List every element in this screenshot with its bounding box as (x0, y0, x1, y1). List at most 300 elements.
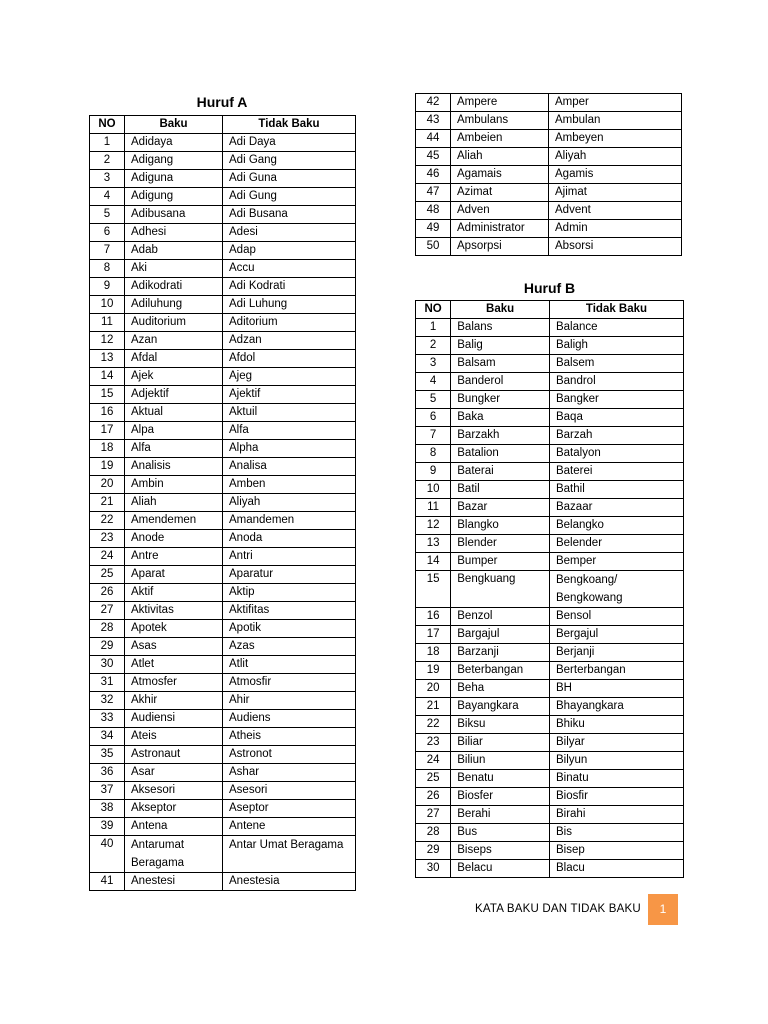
tidak-baku-word: Berterbangan (549, 662, 683, 680)
baku-word: Biseps (451, 842, 550, 860)
row-number: 28 (416, 824, 451, 842)
header-no: NO (90, 116, 125, 134)
tidak-baku-word: Bilyar (549, 734, 683, 752)
baku-word: Aki (125, 260, 223, 278)
table-row (416, 553, 684, 571)
tidak-baku-word: Antri (223, 548, 356, 566)
tidak-baku-word: Ambeyen (549, 130, 682, 148)
row-number: 24 (90, 548, 125, 566)
table-row (90, 458, 356, 476)
row-number: 37 (90, 782, 125, 800)
baku-word: Administrator (451, 220, 549, 238)
table-row (416, 571, 684, 608)
row-number: 32 (90, 692, 125, 710)
baku-word: Blender (451, 535, 550, 553)
table-row (90, 296, 356, 314)
tidak-baku-word: Aktuil (223, 404, 356, 422)
baku-word: Biksu (451, 716, 550, 734)
baku-word: Analisis (125, 458, 223, 476)
tidak-baku-word: Amben (223, 476, 356, 494)
tidak-baku-word: Analisa (223, 458, 356, 476)
table-row (90, 548, 356, 566)
row-number: 50 (416, 238, 451, 256)
baku-word: Ajek (125, 368, 223, 386)
row-number: 15 (90, 386, 125, 404)
tidak-baku-word: Aseptor (223, 800, 356, 818)
table-row (416, 716, 684, 734)
baku-word: Antarumat Beragama (125, 836, 223, 873)
row-number: 2 (416, 337, 451, 355)
table-row (90, 476, 356, 494)
row-number: 1 (416, 319, 451, 337)
table-row (416, 608, 684, 626)
row-number: 18 (90, 440, 125, 458)
table-row (416, 220, 682, 238)
tidak-baku-word: Aliyah (223, 494, 356, 512)
table-row (90, 224, 356, 242)
tidak-baku-word: Admin (549, 220, 682, 238)
table-row (416, 94, 682, 112)
table-row (416, 184, 682, 202)
tidak-baku-word: Agamis (549, 166, 682, 184)
row-number: 22 (416, 716, 451, 734)
row-number: 30 (90, 656, 125, 674)
baku-word: Beha (451, 680, 550, 698)
row-number: 5 (90, 206, 125, 224)
tidak-baku-word: Amper (549, 94, 682, 112)
baku-word: Ambulans (451, 112, 549, 130)
table-row (90, 242, 356, 260)
baku-word: Alpa (125, 422, 223, 440)
row-number: 29 (90, 638, 125, 656)
tidak-baku-word: Bangker (549, 391, 683, 409)
table-row (416, 337, 684, 355)
baku-word: Aktual (125, 404, 223, 422)
table-row (416, 373, 684, 391)
tidak-baku-word: Antar Umat Beragama (223, 836, 356, 873)
tidak-baku-word: Bhiku (549, 716, 683, 734)
huruf-a-title: Huruf A (196, 94, 248, 110)
baku-word: Benzol (451, 608, 550, 626)
tidak-baku-word: Batalyon (549, 445, 683, 463)
table-row (416, 860, 684, 878)
tidak-baku-word: Balance (549, 319, 683, 337)
tidak-baku-word: Bilyun (549, 752, 683, 770)
table-row (90, 692, 356, 710)
huruf-b-title: Huruf B (523, 280, 576, 296)
table-row (416, 842, 684, 860)
table-row (90, 188, 356, 206)
row-number: 15 (416, 571, 451, 608)
row-number: 18 (416, 644, 451, 662)
table-row (90, 278, 356, 296)
tidak-baku-word: Birahi (549, 806, 683, 824)
tidak-baku-word: Ahir (223, 692, 356, 710)
row-number: 26 (90, 584, 125, 602)
row-number: 25 (416, 770, 451, 788)
tidak-baku-word: Baterei (549, 463, 683, 481)
table-row (90, 836, 356, 873)
table-row (90, 584, 356, 602)
baku-word: Adikodrati (125, 278, 223, 296)
row-number: 35 (90, 746, 125, 764)
row-number: 19 (90, 458, 125, 476)
row-number: 27 (416, 806, 451, 824)
table-row (90, 530, 356, 548)
baku-word: Asar (125, 764, 223, 782)
baku-word: Akseptor (125, 800, 223, 818)
table-row (90, 800, 356, 818)
tidak-baku-word: Bengkoang/ Bengkowang (549, 571, 683, 608)
baku-word: Aktivitas (125, 602, 223, 620)
tidak-baku-word: Astronot (223, 746, 356, 764)
table-row (416, 734, 684, 752)
table-row (416, 698, 684, 716)
table-row (90, 638, 356, 656)
table-row (416, 355, 684, 373)
tidak-baku-word: Adesi (223, 224, 356, 242)
table-row (90, 314, 356, 332)
tidak-baku-word: Absorsi (549, 238, 682, 256)
table-row (416, 427, 684, 445)
baku-word: Auditorium (125, 314, 223, 332)
table-row (416, 806, 684, 824)
baku-word: Ambin (125, 476, 223, 494)
tidak-baku-word: Berjanji (549, 644, 683, 662)
table-row (416, 148, 682, 166)
table-row (90, 134, 356, 152)
table-row (90, 566, 356, 584)
baku-word: Adjektif (125, 386, 223, 404)
tidak-baku-word: Ashar (223, 764, 356, 782)
row-number: 36 (90, 764, 125, 782)
row-number: 17 (416, 626, 451, 644)
tidak-baku-word: Belangko (549, 517, 683, 535)
baku-word: Adiluhung (125, 296, 223, 314)
row-number: 12 (416, 517, 451, 535)
row-number: 22 (90, 512, 125, 530)
baku-word: Adibusana (125, 206, 223, 224)
row-number: 25 (90, 566, 125, 584)
baku-word: Anestesi (125, 873, 223, 891)
tidak-baku-word: Adi Gang (223, 152, 356, 170)
row-number: 21 (90, 494, 125, 512)
row-number: 49 (416, 220, 451, 238)
table-row (90, 368, 356, 386)
table-header-row (416, 301, 684, 319)
table-row (416, 626, 684, 644)
table-row (416, 517, 684, 535)
table-row (416, 499, 684, 517)
tidak-baku-word: Ambulan (549, 112, 682, 130)
tidak-baku-word: Barzah (549, 427, 683, 445)
tidak-baku-word: Adap (223, 242, 356, 260)
table-row (416, 238, 682, 256)
baku-word: Aliah (451, 148, 549, 166)
baku-word: Adab (125, 242, 223, 260)
tidak-baku-word: Balsem (549, 355, 683, 373)
baku-word: Adidaya (125, 134, 223, 152)
row-number: 24 (416, 752, 451, 770)
row-number: 17 (90, 422, 125, 440)
tidak-baku-word: Bensol (549, 608, 683, 626)
row-number: 10 (90, 296, 125, 314)
table-row (416, 662, 684, 680)
tidak-baku-word: Aktip (223, 584, 356, 602)
table-row (90, 350, 356, 368)
row-number: 5 (416, 391, 451, 409)
baku-word: Balans (451, 319, 550, 337)
tidak-baku-word: Alfa (223, 422, 356, 440)
baku-word: Apotek (125, 620, 223, 638)
row-number: 45 (416, 148, 451, 166)
baku-word: Bazar (451, 499, 550, 517)
tidak-baku-word: Alpha (223, 440, 356, 458)
baku-word: Adiguna (125, 170, 223, 188)
baku-word: Benatu (451, 770, 550, 788)
tidak-baku-word: Atlit (223, 656, 356, 674)
table-row (416, 445, 684, 463)
baku-word: Atlet (125, 656, 223, 674)
table-row (90, 440, 356, 458)
table-row (90, 386, 356, 404)
baku-word: Baka (451, 409, 550, 427)
row-number: 7 (90, 242, 125, 260)
header-baku: Baku (451, 301, 550, 319)
baku-word: Alfa (125, 440, 223, 458)
table-row (90, 620, 356, 638)
row-number: 10 (416, 481, 451, 499)
row-number: 33 (90, 710, 125, 728)
row-number: 3 (416, 355, 451, 373)
row-number: 27 (90, 602, 125, 620)
tidak-baku-word: Atmosfir (223, 674, 356, 692)
row-number: 30 (416, 860, 451, 878)
row-number: 47 (416, 184, 451, 202)
baku-word: Belacu (451, 860, 550, 878)
row-number: 1 (90, 134, 125, 152)
baku-word: Berahi (451, 806, 550, 824)
row-number: 13 (90, 350, 125, 368)
tidak-baku-word: Adi Gung (223, 188, 356, 206)
row-number: 21 (416, 698, 451, 716)
baku-word: Bus (451, 824, 550, 842)
row-number: 4 (90, 188, 125, 206)
tidak-baku-word: Accu (223, 260, 356, 278)
tidak-baku-word: Aditorium (223, 314, 356, 332)
table-row (416, 788, 684, 806)
baku-word: Anode (125, 530, 223, 548)
tidak-baku-word: Belender (549, 535, 683, 553)
tidak-baku-word: Adi Luhung (223, 296, 356, 314)
table-row (90, 260, 356, 278)
baku-word: Bayangkara (451, 698, 550, 716)
tidak-baku-word: Apotik (223, 620, 356, 638)
tidak-baku-word: BH (549, 680, 683, 698)
row-number: 13 (416, 535, 451, 553)
baku-word: Bargajul (451, 626, 550, 644)
baku-word: Barzakh (451, 427, 550, 445)
baku-word: Biliun (451, 752, 550, 770)
table-row (90, 170, 356, 188)
tidak-baku-word: Afdol (223, 350, 356, 368)
baku-word: Batalion (451, 445, 550, 463)
baku-word: Apsorpsi (451, 238, 549, 256)
tidak-baku-word: Antene (223, 818, 356, 836)
row-number: 48 (416, 202, 451, 220)
baku-word: Beterbangan (451, 662, 550, 680)
baku-word: Azan (125, 332, 223, 350)
baku-word: Bengkuang (451, 571, 550, 608)
row-number: 7 (416, 427, 451, 445)
row-number: 9 (416, 463, 451, 481)
tidak-baku-word: Bergajul (549, 626, 683, 644)
baku-word: Ateis (125, 728, 223, 746)
tidak-baku-word: Azas (223, 638, 356, 656)
table-row (90, 512, 356, 530)
row-number: 8 (90, 260, 125, 278)
baku-word: Antena (125, 818, 223, 836)
table-row (416, 752, 684, 770)
row-number: 16 (90, 404, 125, 422)
row-number: 6 (416, 409, 451, 427)
tidak-baku-word: Aktifitas (223, 602, 356, 620)
table-row (416, 391, 684, 409)
table-row (416, 166, 682, 184)
row-number: 14 (416, 553, 451, 571)
tidak-baku-word: Bis (549, 824, 683, 842)
baku-word: Adven (451, 202, 549, 220)
huruf-a-continued-table (415, 93, 682, 256)
row-number: 16 (416, 608, 451, 626)
page-number-badge: 1 (648, 894, 678, 925)
table-row (90, 656, 356, 674)
row-number: 20 (90, 476, 125, 494)
baku-word: Bumper (451, 553, 550, 571)
table-row (90, 602, 356, 620)
row-number: 40 (90, 836, 125, 873)
baku-word: Barzanji (451, 644, 550, 662)
tidak-baku-word: Aliyah (549, 148, 682, 166)
tidak-baku-word: Advent (549, 202, 682, 220)
table-row (416, 130, 682, 148)
row-number: 46 (416, 166, 451, 184)
table-row (90, 404, 356, 422)
row-number: 38 (90, 800, 125, 818)
baku-word: Baterai (451, 463, 550, 481)
tidak-baku-word: Amandemen (223, 512, 356, 530)
row-number: 4 (416, 373, 451, 391)
baku-word: Afdal (125, 350, 223, 368)
table-row (416, 535, 684, 553)
tidak-baku-word: Ajimat (549, 184, 682, 202)
baku-word: Asas (125, 638, 223, 656)
tidak-baku-word: Ajektif (223, 386, 356, 404)
row-number: 9 (90, 278, 125, 296)
header-tidak-baku: Tidak Baku (549, 301, 683, 319)
table-row (416, 319, 684, 337)
tidak-baku-word: Asesori (223, 782, 356, 800)
table-row (90, 494, 356, 512)
row-number: 41 (90, 873, 125, 891)
table-row (416, 824, 684, 842)
table-row (416, 112, 682, 130)
row-number: 23 (416, 734, 451, 752)
row-number: 23 (90, 530, 125, 548)
tidak-baku-word: Bisep (549, 842, 683, 860)
table-row (416, 463, 684, 481)
tidak-baku-word: Anoda (223, 530, 356, 548)
baku-word: Bungker (451, 391, 550, 409)
baku-word: Agamais (451, 166, 549, 184)
baku-word: Balsam (451, 355, 550, 373)
baku-word: Aliah (125, 494, 223, 512)
table-row (90, 332, 356, 350)
tidak-baku-word: Bemper (549, 553, 683, 571)
baku-word: Adigung (125, 188, 223, 206)
row-number: 42 (416, 94, 451, 112)
row-number: 43 (416, 112, 451, 130)
tidak-baku-word: Blacu (549, 860, 683, 878)
baku-word: Antre (125, 548, 223, 566)
tidak-baku-word: Binatu (549, 770, 683, 788)
row-number: 11 (90, 314, 125, 332)
table-row (416, 644, 684, 662)
baku-word: Batil (451, 481, 550, 499)
baku-word: Adigang (125, 152, 223, 170)
row-number: 6 (90, 224, 125, 242)
row-number: 11 (416, 499, 451, 517)
tidak-baku-word: Ajeg (223, 368, 356, 386)
baku-word: Astronaut (125, 746, 223, 764)
tidak-baku-word: Audiens (223, 710, 356, 728)
header-tidak-baku: Tidak Baku (223, 116, 356, 134)
table-row (416, 202, 682, 220)
tidak-baku-word: Bathil (549, 481, 683, 499)
tidak-baku-word: Atheis (223, 728, 356, 746)
table-row (90, 782, 356, 800)
row-number: 12 (90, 332, 125, 350)
baku-word: Azimat (451, 184, 549, 202)
table-row (90, 674, 356, 692)
huruf-a-table (89, 115, 356, 891)
table-row (90, 728, 356, 746)
tidak-baku-word: Baqa (549, 409, 683, 427)
baku-word: Ampere (451, 94, 549, 112)
tidak-baku-word: Bazaar (549, 499, 683, 517)
table-row (416, 680, 684, 698)
tidak-baku-word: Aparatur (223, 566, 356, 584)
baku-word: Aksesori (125, 782, 223, 800)
row-number: 14 (90, 368, 125, 386)
row-number: 19 (416, 662, 451, 680)
row-number: 20 (416, 680, 451, 698)
baku-word: Audiensi (125, 710, 223, 728)
header-no: NO (416, 301, 451, 319)
row-number: 31 (90, 674, 125, 692)
baku-word: Blangko (451, 517, 550, 535)
baku-word: Balig (451, 337, 550, 355)
huruf-b-table (415, 300, 684, 878)
row-number: 3 (90, 170, 125, 188)
tidak-baku-word: Adzan (223, 332, 356, 350)
baku-word: Biliar (451, 734, 550, 752)
baku-word: Amendemen (125, 512, 223, 530)
baku-word: Akhir (125, 692, 223, 710)
tidak-baku-word: Adi Guna (223, 170, 356, 188)
tidak-baku-word: Adi Busana (223, 206, 356, 224)
footer-title: KATA BAKU DAN TIDAK BAKU (475, 903, 641, 915)
